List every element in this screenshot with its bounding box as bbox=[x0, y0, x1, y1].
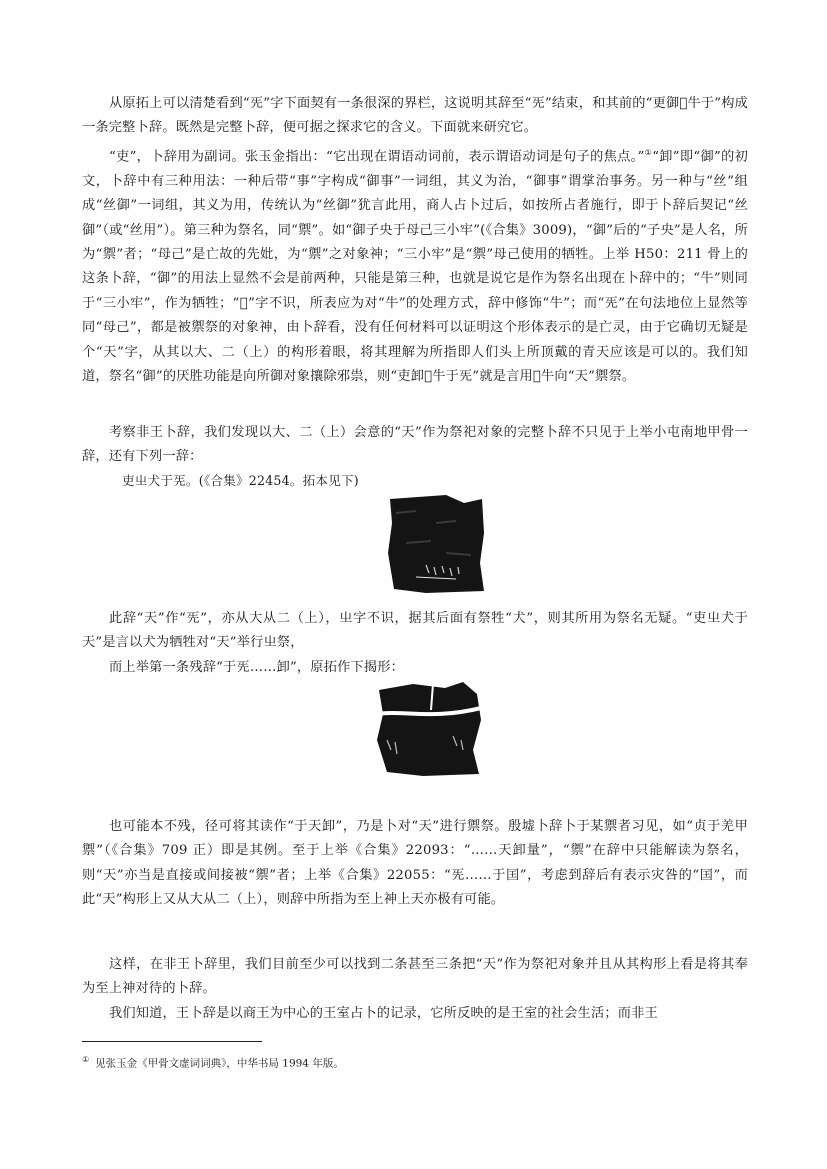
paragraph-2-lead: “吏”，卜辞用为副词。张玉金指出：“它出现在谓语动词前，表示谓语动词是句子的焦点。” bbox=[109, 149, 645, 165]
paragraph-1: 从原拓上可以清楚看到“𠀡”字下面契有一条很深的界栏，这说明其辞至“𠀡”结束，和其前的“更御𪤲牛于”构成一条完整卜辞。既然是完整卜辞，便可据之探求它的含义。下面就来研究它。 bbox=[82, 96, 748, 136]
rubbing-image-1 bbox=[386, 493, 486, 595]
quoted-inscription: 吏㞢犬于𠀡。(《合集》22454。拓本见下) bbox=[122, 473, 359, 488]
rubbing-image-2 bbox=[373, 680, 485, 778]
paragraph-3: 考察非王卜辞，我们发现以大、二（上）会意的“天”作为祭祀对象的完整卜辞不只见于上举小屯南地甲骨一辞，还有下列一辞： bbox=[82, 425, 748, 465]
paragraph-8: 我们知道，王卜辞是以商王为中心的王室占卜的记录，它所反映的是王室的社会生活；而非王 bbox=[109, 1006, 658, 1021]
footnote-ref[interactable]: ① bbox=[644, 148, 653, 157]
paragraph-5: 而上举第一条残辞“于𠀡……卸”，原拓作下揭形： bbox=[109, 660, 405, 675]
footnote-mark: ① bbox=[82, 1055, 90, 1064]
paragraph-2 bbox=[82, 141, 748, 389]
footnote-divider bbox=[82, 1041, 262, 1042]
footnote-text: 见张玉金《甲骨文虚词词典》，中华书局 1994 年版。 bbox=[95, 1057, 344, 1070]
footnote bbox=[82, 1052, 344, 1072]
paragraph-4: 此辞“天”作“𠀡”，亦从大从二（上），㞢字不识，据其后面有祭牲“犬”，则其所用为祭名无疑。“吏㞢犬于天”是言以犬为牺牲对“天”举行㞢祭， bbox=[82, 611, 748, 651]
paragraph-6: 也可能本不残，径可将其读作“于天卸”，乃是卜对“天”进行禦祭。殷墟卜辞卜于某禦者习见，如“贞于羌甲禦”（《合集》709 正）即是其例。至于上举《合集》22093：“……天卸量”，“禦”在辞中只能解读为祭名，则“天”亦当是直接或间接被“禦”者；上举《合集》22055：“𠀡……于囯”，考虑到辞后有表示灾咎的“囯”，而此“天”构形上又从大从二（上），则辞中所指为至上神上天亦极有可能。 bbox=[82, 819, 748, 908]
paragraph-7: 这样，在非王卜辞里，我们目前至少可以找到二条甚至三条把“天”作为祭祀对象并且从其构形上看是将其奉为至上神对待的卜辞。 bbox=[82, 957, 748, 997]
paragraph-2-body: “卸”即“御”的初文，卜辞中有三种用法：一种后带“事”字构成“御事”一词组，其义为治，“御事”谓掌治事务。另一种与“丝”组成“丝御”一词组，其义为用，传统认为“丝御”犹言此用，商人占卜过后，如按所占者施行，即于卜辞后契记“丝御”（或“丝用”）。第三种为祭名，同“禦”。如“御子央于母己三小牢”(《合集》3009)，“御”后的“子央”是人名，所为“禦”者；“母己”是亡故的先妣，为“禦”之对象神；“三小牢”是“禦”母己使用的牺牲。上举 H50：211 骨上的这条卜辞，“御”的用法上显然不会是前两种，只能是第三种，也就是说它是作为祭名出现在卜辞中的；“牛”则同于“三小牢”，作为牺牲；“𪤲”字不识，所表应为对“牛”的处理方式，辞中修饰“牛”；而“𠀡”在句法地位上显然等同“母己”，都是被禦祭的对象神，由卜辞看，没有任何材料可以证明这个形体表示的是亡灵，由于它确切无疑是个“天”字，从其以大、二（上）的构形着眼，将其理解为所指即人们头上所顶戴的青天应该是可以的。我们知道，祭名“御”的厌胜功能是向所御对象攘除邪祟，则“吏卸𪤲牛于𠀡”就是言用𪤲牛向“天”禦祭。 bbox=[82, 149, 748, 385]
